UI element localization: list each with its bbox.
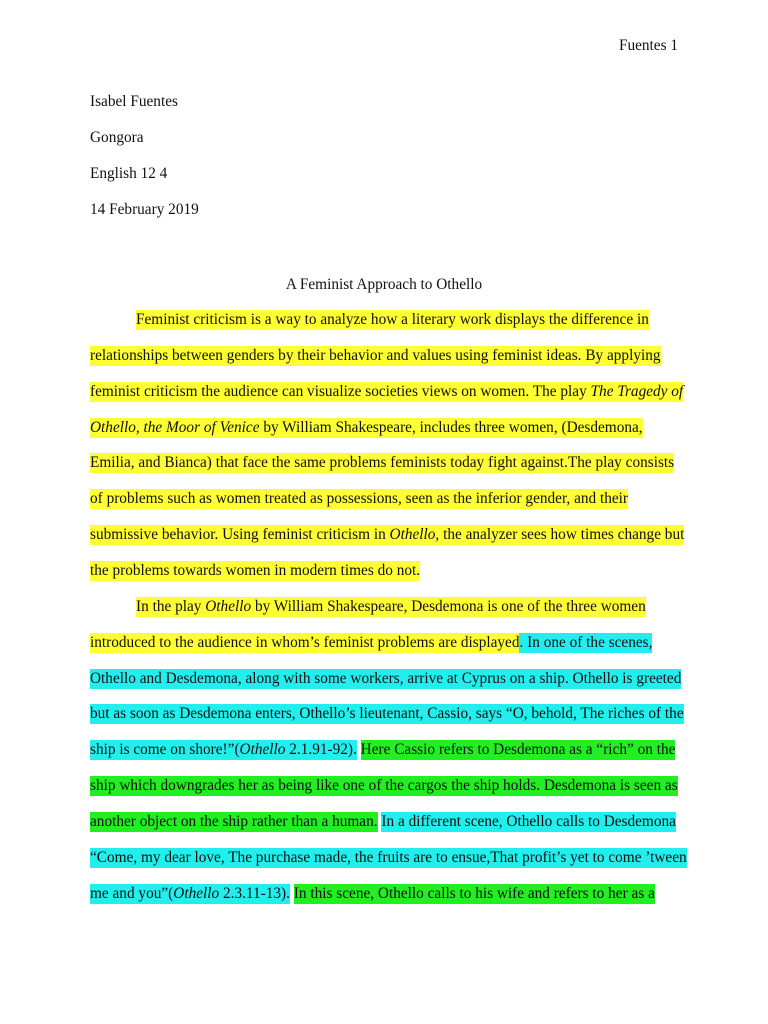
highlighted-text: ship which downgrades her as being like one of the cargos the ship holds. Desdemona is seen as (90, 777, 678, 794)
body-line (90, 489, 628, 509)
body-line (90, 776, 678, 796)
body-line (90, 633, 652, 653)
highlighted-text: feminist criticism the audience can visualize societies views on women. The play (90, 383, 591, 400)
running-header: Fuentes 1 (618, 37, 678, 54)
student-name: Isabel Fuentes (90, 93, 178, 110)
highlighted-text: another object on the ship rather than a human. (90, 813, 378, 830)
essay-date: 14 February 2019 (90, 201, 199, 218)
highlighted-text: introduced to the audience in whom’s feminist problems are displayed (90, 634, 520, 651)
highlighted-text: of problems such as women treated as possessions, seen as the inferior gender, and their (90, 490, 629, 507)
highlighted-text: In the play (136, 598, 206, 615)
highlighted-text: by William Shakespeare, includes three women, (Desdemona, (259, 419, 643, 436)
highlighted-text: Emilia, and Bianca) that face the same problems feminists today fight against.The play consists (90, 454, 675, 471)
highlighted-text: by William Shakespeare, Desdemona is one of the three women (251, 598, 646, 615)
italic-title-text: Othello (205, 598, 252, 615)
teacher-name: Gongora (90, 129, 144, 146)
highlighted-text: submissive behavior. Using feminist criticism in (90, 526, 390, 543)
highlighted-text: 2.1.91-92). (285, 741, 357, 758)
body-line (90, 669, 681, 689)
body-line (136, 597, 646, 617)
highlighted-text: “Come, my dear love, The purchase made, the fruits are to ensue,That profit’s yet to come ’tween (90, 849, 687, 866)
italic-title-text: Othello, (389, 526, 440, 543)
italic-title-text: Othello, the Moor of Venice (90, 419, 260, 436)
body-line (136, 310, 649, 330)
course-name: English 12 4 (90, 165, 168, 182)
italic-title-text: Othello (239, 741, 286, 758)
highlighted-text: Othello and Desdemona, along with some workers, arrive at Cyprus on a ship. Othello is greeted (90, 670, 682, 687)
body-line (90, 418, 643, 438)
body-line (90, 812, 676, 832)
body-line (90, 525, 684, 545)
highlighted-text: In one of the scenes, (523, 634, 653, 651)
highlighted-text: me and you”( (90, 885, 174, 902)
highlighted-text: Feminist criticism is a way to analyze how a literary work displays the difference in (136, 311, 649, 328)
body-line (90, 740, 675, 760)
body-line (90, 848, 687, 868)
body-line (90, 884, 655, 904)
essay-title: A Feminist Approach to Othello (285, 276, 483, 293)
body-line (90, 704, 684, 724)
highlighted-text: ship is come on shore!”( (90, 741, 240, 758)
body-line (90, 382, 683, 402)
italic-title-text: The Tragedy of (590, 383, 684, 400)
body-line (90, 561, 420, 581)
body-line (90, 346, 661, 366)
highlighted-text: relationships between genders by their behavior and values using feminist ideas. By applying (90, 347, 661, 364)
body-line (90, 453, 674, 473)
highlighted-text: In this scene, Othello calls to his wife and refers to her as a (293, 885, 655, 902)
italic-title-text: Othello (173, 885, 220, 902)
highlighted-text: In a different scene, Othello calls to Desdemona (381, 813, 676, 830)
highlighted-text: the problems towards women in modern times do not. (90, 562, 421, 579)
highlighted-text: Here Cassio refers to Desdemona as a “rich” on the (360, 741, 676, 758)
highlighted-text: but as soon as Desdemona enters, Othello’s lieutenant, Cassio, says “O, behold, The riches of the (90, 705, 684, 722)
highlighted-text: . (519, 634, 524, 651)
highlighted-text: the analyzer sees how times change but (439, 526, 685, 543)
highlighted-text: 2.3.11-13). (219, 885, 290, 902)
